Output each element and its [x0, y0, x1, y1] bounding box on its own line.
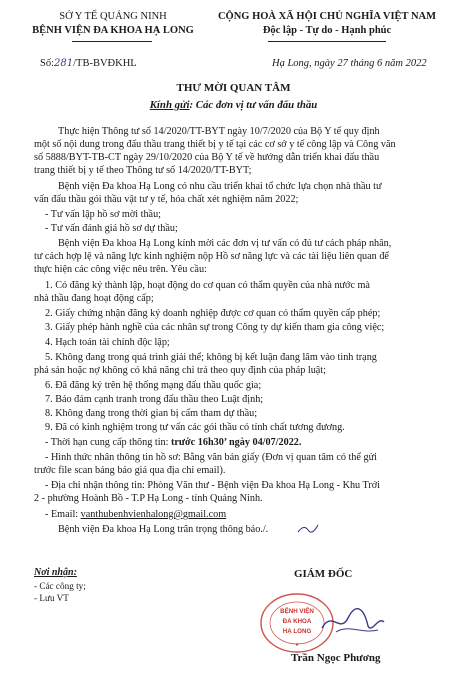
deadline-value: trước 16h30’ ngày 04/07/2022. [171, 437, 302, 448]
country-name: CỘNG HOÀ XÃ HỘI CHỦ NGHĨA VIỆT NAM [217, 11, 437, 22]
requirement-item: 7. Bảo đảm cạnh tranh trong đấu thầu theo Luật định; [45, 394, 264, 405]
recipient-item: - Các công ty; [34, 581, 86, 591]
svg-text:HẠ LONG: HẠ LONG [282, 628, 312, 635]
recipient-label: Kính gửi [149, 99, 190, 111]
body-line: Thực hiện Thông tư số 14/2020/TT-BYT ngày 10/7/2020 của Bộ Y tế quy định [58, 126, 380, 137]
body-line: 2 - phường Hoành Bồ - T.P Hạ Long - tỉnh Quảng Ninh. [34, 493, 263, 504]
requirement-item: 9. Đã có kinh nghiệm trong tư vấn các gói thầu có tính chất tương đương. [45, 422, 345, 433]
body-line: Bệnh viện Đa khoa Hạ Long có nhu cầu triển khai tổ chức lựa chọn nhà thầu tư [58, 181, 382, 192]
body-line: trang thiết bị y tế theo Thông tư số 14/2020/TT-BYT; [34, 165, 252, 176]
signer-name: Trần Ngọc Phương [291, 652, 381, 664]
deadline-line [45, 437, 301, 450]
body-line: vấn đấu thầu gói thầu vật tư y tế, hóa chất xét nghiệm năm 2022; [34, 194, 299, 205]
requirement-item: 3. Giấy phép hành nghề của các nhân sự trong Công ty dự kiến tham gia công việc; [45, 322, 385, 333]
document-title: THƯ MỜI QUAN TÂM [176, 82, 291, 94]
recipient-line [0, 99, 467, 111]
recipients-title: Nơi nhận: [34, 567, 77, 578]
body-line: trước file scan bảng báo giá qua địa chỉ email). [34, 465, 226, 476]
doc-number-suffix: /TB-BVĐKHL [73, 58, 137, 69]
header-right-underline [268, 41, 386, 42]
handwritten-signature-icon [318, 604, 388, 640]
national-motto: Độc lập - Tự do - Hạnh phúc [262, 25, 392, 36]
deadline-label: - Thời hạn cung cấp thông tin: [45, 437, 172, 448]
body-line: tư cách hợp lệ và năng lực kinh nghiệm nộp Hồ sơ năng lực và các tài liệu liên quan để [34, 251, 389, 262]
signer-role: GIÁM ĐỐC [294, 568, 353, 580]
document-number [40, 58, 137, 69]
recipient-item: - Lưu VT [34, 593, 69, 603]
svg-text:BỆNH VIỆN: BỆNH VIỆN [280, 608, 314, 615]
place-date: Hạ Long, ngày 27 tháng 6 năm 2022 [272, 58, 427, 69]
body-line: - Địa chỉ nhận thông tin: Phòng Văn thư - Bệnh viện Đa khoa Hạ Long - Khu Trới [45, 480, 380, 491]
email-line [45, 509, 226, 522]
svg-text:ĐA KHOA: ĐA KHOA [282, 618, 312, 625]
closing-line: Bệnh viện Đa khoa Hạ Long trân trọng thông báo./. [58, 524, 269, 535]
email-link[interactable]: vanthubenhvienhalong@gmail.com [80, 509, 227, 520]
requirement-item: 2. Giấy chứng nhận đăng ký doanh nghiệp được cơ quan có thẩm quyền cấp phép; [45, 308, 381, 319]
requirement-item: 8. Không đang trong thời gian bị cấm tham dự thầu; [45, 408, 258, 419]
doc-number-prefix: Số: [40, 58, 55, 69]
initial-mark-icon [296, 522, 320, 536]
body-line: - Tư vấn đánh giá hồ sơ dự thầu; [45, 223, 178, 234]
agency-name: SỞ Y TẾ QUẢNG NINH [59, 11, 167, 22]
requirement-item: phá sản hoặc nợ không có khả năng chi trả theo quy định của pháp luật; [34, 365, 326, 376]
body-line: - Tư vấn lập hồ sơ mời thầu; [45, 209, 161, 220]
email-label: - Email: [45, 509, 81, 520]
body-line: - Hình thức nhân thông tin hồ sơ: Bằng văn bản giấy (Đơn vị quan tâm có thể gửi [45, 452, 377, 463]
body-line: một số nội dung trong đấu thầu trang thiết bị y tế tại các cơ sở y tế công lập và Công văn [34, 139, 396, 150]
recipient-text: : Các đơn vị tư vấn đấu thầu [189, 99, 318, 111]
requirement-item: 1. Có đăng ký thành lập, hoạt động do cơ quan có thẩm quyền của nhà nước mà [45, 280, 370, 291]
recipients-title-text: Nơi nhận [34, 567, 74, 578]
svg-text:★: ★ [294, 642, 300, 648]
hospital-name: BỆNH VIỆN ĐA KHOA HẠ LONG [32, 25, 194, 36]
requirement-item: 6. Đã đăng ký trên hệ thống mạng đấu thầu quốc gia; [45, 380, 262, 391]
requirement-item: 4. Hạch toán tài chính độc lập; [45, 337, 170, 348]
header-left-underline [72, 41, 152, 42]
requirement-item: 5. Không đang trong quá trình giải thể; không bị kết luận đang lâm vào tình trạng [45, 352, 377, 363]
requirement-item: nhà thầu đang hoạt động cấp; [34, 293, 154, 304]
body-line: Bệnh viện Đa khoa Hạ Long kính mời các đơn vị tư vấn có đủ tư cách pháp nhân, [58, 238, 392, 249]
doc-number-handwritten: 281 [54, 58, 74, 69]
body-line: thực hiện các công việc nêu trên. Yêu cầu: [34, 264, 207, 275]
body-line: số 5888/BYT-TB-CT ngày 29/10/2020 của Bộ Y tế về hướng dẫn triển khai đấu thầu [34, 152, 380, 163]
